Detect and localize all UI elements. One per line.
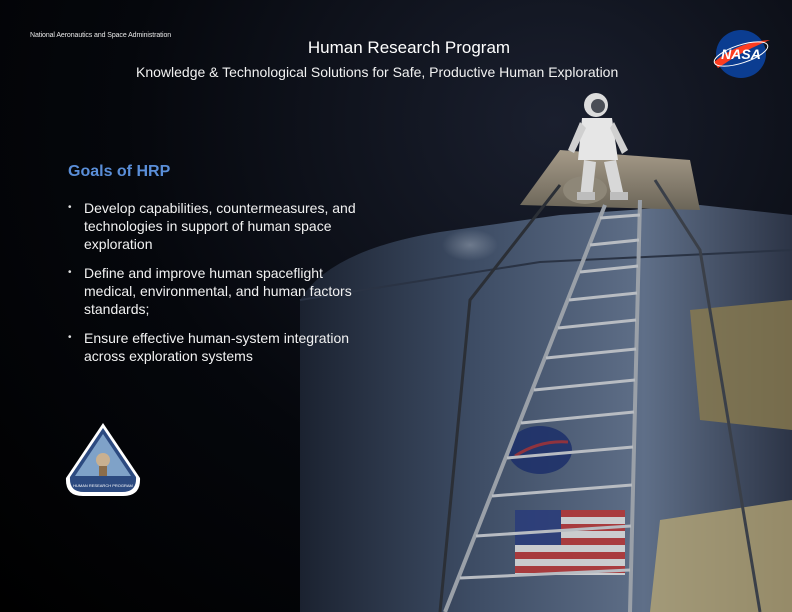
hrp-mission-patch — [63, 420, 143, 500]
nasa-logo-text: NASA — [721, 46, 761, 62]
page-title: Human Research Program — [307, 38, 511, 57]
goal-item — [68, 199, 358, 253]
goal-item — [68, 264, 358, 318]
goals-heading: Goals of HRP — [68, 163, 171, 180]
page-subtitle: Knowledge & Technological Solutions for Safe, Productive Human Exploration — [136, 64, 619, 80]
us-flag — [515, 510, 625, 575]
bullet-icon: • — [68, 202, 72, 213]
goals-section — [68, 163, 358, 376]
goal-text: Define and improve human spaceflight medical, environmental, and human factors standards; — [84, 265, 352, 317]
bullet-icon: • — [68, 332, 72, 343]
nasa-logo — [708, 28, 774, 80]
goal-text: Ensure effective human-system integration across exploration systems — [84, 330, 350, 364]
foil-equipment — [690, 300, 792, 430]
bullet-icon: • — [68, 267, 72, 278]
hull-insignia — [508, 426, 572, 474]
patch-text: HUMAN RESEARCH PROGRAM — [73, 483, 133, 488]
goal-item — [68, 329, 358, 365]
agency-name: National Aeronautics and Space Administration — [30, 32, 172, 39]
goal-text: Develop capabilities, countermeasures, and technologies in support of human space exploration — [84, 200, 356, 252]
